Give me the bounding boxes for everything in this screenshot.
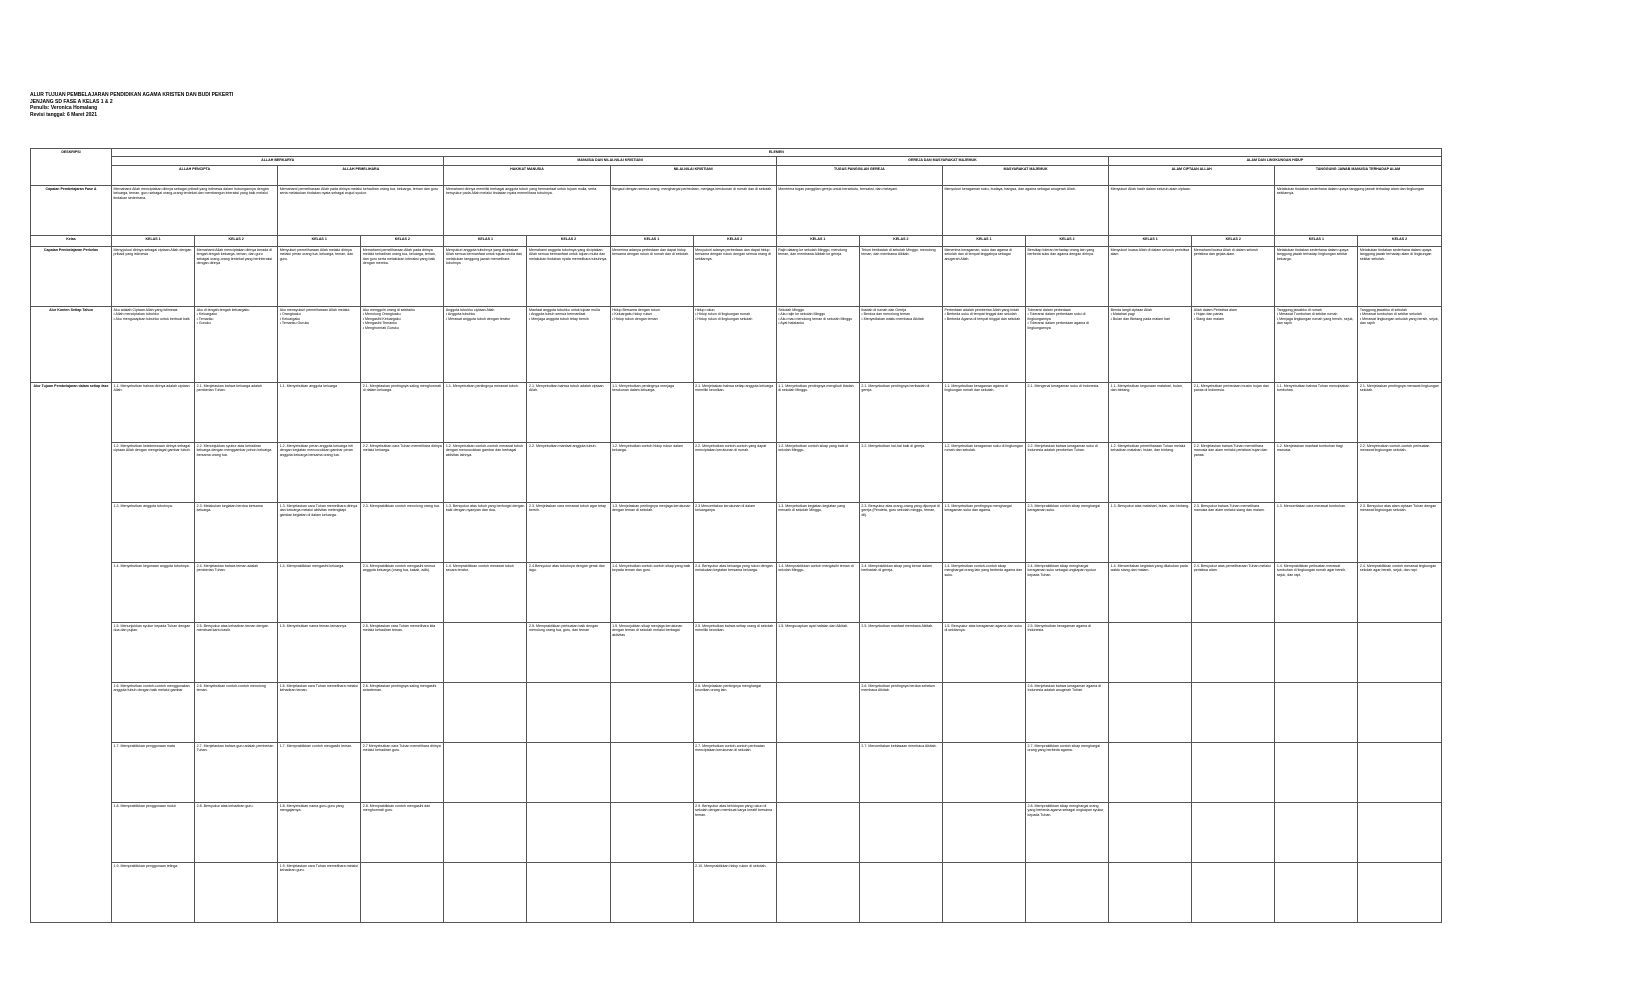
atp-cell: 2.8. Mempraktikkan sikap menghargai orang yang berbeda agama sebagai ungkapan syukur kepada Tuhan. xyxy=(1026,802,1109,862)
capaian-fase-row xyxy=(31,185,1442,235)
atp-cell xyxy=(1026,862,1109,922)
atp-cell: 1.2. Menyebutkan keragaman suku di lingkungan rumah dan sekolah. xyxy=(942,442,1025,502)
capaian-perkelas-cell: Melakukan tindakan sederhana dalam upaya tanggung jawab terhadap alam di lingkungan sekitar sekolah. xyxy=(1358,246,1441,306)
alur-konten-cell: Hidup Bersama dengan rukun • Keluargaku hidup rukun • Hidup rukun dengan teman xyxy=(610,306,693,382)
atp-cell xyxy=(776,742,859,802)
atp-cell: 2.6. Menjelaskan pentingnya menghargai keunikan orang lain. xyxy=(693,682,776,742)
alur-konten-cell: Aku mensyukuri pemeliharaan Allah melalui: • Orangtuaku • Keluargaku • Temanku Guruku xyxy=(278,306,361,382)
atp-row xyxy=(31,802,1442,862)
subelement-header: TANGGUNG JAWAB MANUSIA TERHADAP ALAM xyxy=(1275,165,1441,185)
atp-cell xyxy=(610,682,693,742)
atp-cell: 2.2. Menyebutkan hal-hal baik di gereja. xyxy=(859,442,942,502)
atp-cell: 1.1. Menyebutkan anggota keluarga xyxy=(278,382,361,442)
atp-cell: 2.4. Mempraktikkan contoh merawat lingkungan sekolah agar bersih, sejuk, dan rapi. xyxy=(1358,562,1441,622)
atp-cell: 2.6. Menjelaskan pentingnya saling mengasihi antarteman. xyxy=(361,682,444,742)
atp-cell: 1.7. Mempraktikkan contoh mengasihi teman. xyxy=(278,742,361,802)
atp-cell: 2.7. Menjelaskan bahwa guru adalah pemberian Tuhan. xyxy=(195,742,278,802)
alur-konten-cell: Ibadah di rumah dan Gereja • Berdoa dan menolong teman • Menyediakan waktu membaca Alkitab xyxy=(859,306,942,382)
doc-revision: Revisi tanggal: 6 Maret 2021 xyxy=(30,111,97,118)
atp-cell: 1.3. Menyebutkan pentingnya menghargai keragaman suku dan agama. xyxy=(942,502,1025,562)
kelas-cell: KELAS 2 xyxy=(527,235,610,246)
atp-cell: 1.1. Menyebutkan bahwa dirinya adalah ciptaan Allah. xyxy=(112,382,195,442)
atp-cell: 1.6. Menjelaskan cara Tuhan memelihara melalui kehadiran teman. xyxy=(278,682,361,742)
atp-cell: 1.9. Mempraktikkan penggunaan telinga xyxy=(112,862,195,922)
capaian-perkelas-cell: Menerima adanya perbedaan dan dapat hidup bersama dengan rukun di rumah dan di sekolah. xyxy=(610,246,693,306)
atp-cell xyxy=(1192,862,1275,922)
atp-cell xyxy=(1192,682,1275,742)
atp-cell: 2.10. Mempraktikkan hidup rukun di sekolah. xyxy=(693,862,776,922)
row-label: Kelas xyxy=(31,235,112,246)
alur-konten-cell: Tanggung jawabku di rumah • Merawat Tumbuhan di sekitar rumah • Menjaga lingkungan rumah yang bersih, sejuk, dan rapih xyxy=(1275,306,1358,382)
atp-cell: 2.2. Menyebutkan cara Tuhan memelihara dirinya melalui keluarga. xyxy=(361,442,444,502)
atp-cell xyxy=(444,862,527,922)
capaian-fase-cell: Melakukan tindakan sederhana dalam upaya tanggung jawab terhadap alam dan lingkungan sekitarnya. xyxy=(1275,185,1441,235)
atp-cell: 2.8. Mempraktikkan contoh mengasihi dan menghormati guru. xyxy=(361,802,444,862)
atp-cell: 1.5. Menunjukkan syukur kepada Tuhan dengan doa dan pujian. xyxy=(112,622,195,682)
atp-row xyxy=(31,682,1442,742)
atp-cell: 2.3. Menjelaskan cara merawat tubuh agar tetap bersih. xyxy=(527,502,610,562)
atp-cell: 1.3. Menjelaskan cara Tuhan memelihara dirinya dan keluarga melalui aktivitas melengkapi gambar kegiatan di dalam keluarga. xyxy=(278,502,361,562)
alur-konten-cell: Anggota tubuhku ciptaan Allah • Anggota tubuhku • Merawat anggota tubuh dengan teratur xyxy=(444,306,527,382)
capaian-perkelas-cell: Menyyukuri dirinya sebagai ciptaan Allah dengan pribadi yang istimewa xyxy=(112,246,195,306)
capaian-fase-cell: Menerima tugas panggilan gereja untuk bersekutu, bersaksi, dan melayani. xyxy=(776,185,942,235)
capaian-fase-cell: Bergaul dengan semua orang, menghargai perbedaan, menjaga kerukunan di rumah dan di sekolah. xyxy=(610,185,776,235)
subelement-header: ALLAH PEMELIHARA xyxy=(278,165,444,185)
atp-cell: 1.2. Menyebutkan contoh hidup rukun dalam keluarga. xyxy=(610,442,693,502)
atp-cell: 1.1. Menyebutkan bahwa Tuhan menciptakan tumbuhan. xyxy=(1275,382,1358,442)
atp-cell xyxy=(1275,802,1358,862)
atp-cell: 1.3. Menceritakan cara merawat tumbuhan. xyxy=(1275,502,1358,562)
capaian-perkelas-cell: Menerima keragaman, suku dan agama di sekolah dan di tempat tinggalnya sebagai anugerah Allah. xyxy=(942,246,1025,306)
atp-cell: 1.1. Menyebutkan pentingnya menjaga kerukunan dalam keluarga. xyxy=(610,382,693,442)
kelas-cell: KELAS 1 xyxy=(444,235,527,246)
capaian-perkelas-cell: Rajin datang ke sekolah Minggu, menolong teman, dan membawa Alkitab ke gereja. xyxy=(776,246,859,306)
deskripsi-header: DESKRIPSI xyxy=(31,149,112,186)
kelas-cell: KELAS 1 xyxy=(942,235,1025,246)
atp-cell xyxy=(610,742,693,802)
doc-author: Penulis: Veronica Homalang xyxy=(30,105,98,111)
kelas-cell: KELAS 2 xyxy=(1358,235,1441,246)
atp-cell: 2.1. Menyebutkan perbedaan musim hujan dan panas di Indonesia. xyxy=(1192,382,1275,442)
capaian-fase-cell: Memahami Allah menciptakan dirinya sebagai pribadi yang istimewa dalam hubungannya dengan keluarga, teman, guru sebagai orang-orang terdekat dan membangun interaksi yang baik melalui tindakan sederhana. xyxy=(112,185,278,235)
atp-cell: 1.9. Menjelaskan cara Tuhan memelihara melalui kehadiran guru. xyxy=(278,862,361,922)
atp-cell: 2.5. Menyebutkan keragaman agama di Indonesia. xyxy=(1026,622,1109,682)
element-header: GEREJA DAN MASYARAKAT MAJEMUK xyxy=(776,156,1108,165)
capaian-fase-cell: Memahami pemeliharaan Allah pada dirinya melalui kehadiran orang tua, keluarga, teman dan guru serta melakukan tindakan nyata sebagai wujud syukur. xyxy=(278,185,444,235)
atp-cell: 1.4. Menyebutkan contoh-contoh sikap menghargai orang lain yang berbeda agama dan suku. xyxy=(942,562,1025,622)
alur-konten-cell: Allah dalam Peristiwa alam • Hujan dan panas • Siang dan malam xyxy=(1192,306,1275,382)
capaian-perkelas-cell: Memahami kuasa Allah di dalam seluruh peristiwa dan gejala alam. xyxy=(1192,246,1275,306)
atp-cell: 1.7. Mempraktikkan penggunaan mata xyxy=(112,742,195,802)
atp-cell: 2.1. Menyebutkan pentingnya beribadah di gereja. xyxy=(859,382,942,442)
alur-konten-cell: Manfaat anggota tubuhku untuk tujuan mulia • Anggota tubuh semua bermanfaat • Menjaga anggota tubuh tetap bersih xyxy=(527,306,610,382)
atp-cell xyxy=(1109,862,1192,922)
atp-cell: 1.2. Menyebutkan contoh-contoh merawat tubuh dengan mencocokkan gambar dan berbagai aktivitas lainnya. xyxy=(444,442,527,502)
atp-cell xyxy=(195,862,278,922)
atp-cell xyxy=(942,862,1025,922)
atp-cell: 2.2. Menjelaskan bahwa keragaman suku di Indonesia adalah pemberian Tuhan. xyxy=(1026,442,1109,502)
atp-cell: 2.2. Menyebutkan manfaat anggota tubuh. xyxy=(527,442,610,502)
atp-cell: 2.5. Mempraktikkan perbuatan baik dengan menolong orang tua, guru, dan teman xyxy=(527,622,610,682)
atp-cell xyxy=(942,742,1025,802)
atp-cell xyxy=(1358,742,1441,802)
atp-cell: 2.5. Menjelaskan cara Tuhan memelihara kita melalui kehadiran teman. xyxy=(361,622,444,682)
atp-cell: 2.4.Bersyukur atas tubuhnya dengan gerak dan lagu. xyxy=(527,562,610,622)
capaian-fase-cell: Menyukuri Allah hadir dalam seluruh alam ciptaan. xyxy=(1109,185,1275,235)
kelas-cell: KELAS 1 xyxy=(1109,235,1192,246)
atp-cell: 1.2. Menyebutkan peran anggota keluarga inti dengan kegiatan mencocokkan gambar peran anggota keluarga bersama orang tua. xyxy=(278,442,361,502)
capaian-fase-cell: Memahami dirinya memiliki berbagai anggota tubuh yang bermanfaat untuk tujuan mulia, serta bersyukur pada Allah melalui tindakan nyata memelihara tubuhnya. xyxy=(444,185,610,235)
alur-konten-cell: Aku di tengah-tengah keluargaku • Keluargaku • Temanku • Guruku xyxy=(195,306,278,382)
atp-cell: 1.3. Menyebutkan kegiatan-kegiatan yang menarik di sekolah Minggu. xyxy=(776,502,859,562)
subelement-header: MASYARAKAT MAJEMUK xyxy=(942,165,1108,185)
atp-cell: 1.2. Menjelaskan manfaat tumbuhan bagi manusia xyxy=(1275,442,1358,502)
atp-row xyxy=(31,622,1442,682)
capaian-perkelas-cell: Memahami pemeliharaan Allah pada dirinya melalui kehadiran orang tua, keluarga, teman, dan guru serta melakukan interaksi yang baik dengan mereka. xyxy=(361,246,444,306)
elemen-header: ELEMEN xyxy=(112,149,1442,157)
atp-cell xyxy=(610,862,693,922)
atp-cell: 2.7. Menyebutkan contoh-contoh perbuatan menciptakan kerukunan di sekolah. xyxy=(693,742,776,802)
capaian-perkelas-cell: Menyukuri pemeliharaan Allah melalui dirinya melalui peran orang tua, keluarga, teman, dan guru. xyxy=(278,246,361,306)
kelas-row xyxy=(31,235,1442,246)
atp-cell: 2.5. Menyebutkan bahwa setiap orang di sekolah memiliki keunikan. xyxy=(693,622,776,682)
atp-cell: 2.5. Menyebutkan manfaat membaca Alkitab. xyxy=(859,622,942,682)
atp-cell: 2.3. Mempraktikkan contoh sikap menghargai keragaman suku. xyxy=(1026,502,1109,562)
row-label: Alur Tujuan Pembelajaran dalam setiap fase xyxy=(31,382,112,922)
atp-cell: 2.8. Bersyukur atas kehadiran guru. xyxy=(195,802,278,862)
alur-konten-cell: Aku menggolri orang di sekitarku • Menolong Orangtuaku • Mengasihi Keluargaku • Mengasihi Temanku • Menghormati Guruku xyxy=(361,306,444,382)
alur-konten-row xyxy=(31,306,1442,382)
subelement-row xyxy=(31,165,1442,185)
atp-cell xyxy=(1192,622,1275,682)
capaian-perkelas-cell: Memahami anggota tubuhnya yang diciptakan Allah semua bermanfaat untuk tujuan mulia dan melakukan tindakan nyata memelihara tubuhnya. xyxy=(527,246,610,306)
subelement-header: NILAI-NILAI KRISTIANI xyxy=(610,165,776,185)
atp-cell xyxy=(776,862,859,922)
atp-cell: 2.3. Bersyukur bahwa Tuhan memelihara manusia dan alam melalui siang dan malam. xyxy=(1192,502,1275,562)
alur-konten-cell: Perbedaan adalah pemberian Allah yang indah • Berbeda suku di tempat tinggal dan sekolah • Berbeda Agama di tempat tinggal dan sekolah xyxy=(942,306,1025,382)
capaian-perkelas-cell: Tekun beribadah di sekolah Minggu, menolong teman, dan membawa Alkitab. xyxy=(859,246,942,306)
atp-cell xyxy=(527,742,610,802)
alur-konten-cell: Aku adalah Ciptaan Allah yang istimewa • Allah menciptakan tubuhku • Aku mengucapkan tubuhku untuk berbuat baik xyxy=(112,306,195,382)
elemen-header-row xyxy=(31,149,1442,157)
atp-cell: 2.1. Menjelaskan pentingnya saling menghormati di dalam keluarga. xyxy=(361,382,444,442)
atp-cell: 2.6. Menyebutkan pentingnya berdoa sebelum membaca Alkitab. xyxy=(859,682,942,742)
atp-cell: 1.5. Mengucapkan ayat hafalan dari Alkitab. xyxy=(776,622,859,682)
kelas-cell: KELAS 2 xyxy=(859,235,942,246)
atp-cell: 2.2. Menyebutkan contoh-contoh perbuatan merawat lingkungan sekolah. xyxy=(1358,442,1441,502)
atp-cell: 1.3. Menjelaskan pentingnya menjaga kerukunan dengan teman di sekolah. xyxy=(610,502,693,562)
atp-cell: 1.6. Menyebutkan contoh-contoh menggunakan anggota tubuh dengan baik melalui gambar xyxy=(112,682,195,742)
atp-cell xyxy=(1109,742,1192,802)
capaian-perkelas-cell: Menyukuri adanya perbedaan dan dapat hidup bersama dengan rukun dengan semua orang di sekitarnya. xyxy=(693,246,776,306)
atp-cell xyxy=(776,682,859,742)
atp-cell: 2.3. Bersyukur atas alam ciptaan Tuhan dengan merawat lingkungan sekolah. xyxy=(1358,502,1441,562)
atp-cell xyxy=(859,802,942,862)
atp-cell: 1.1. Menyebutkan kegunaan matahari, bulan, dan bintang. xyxy=(1109,382,1192,442)
atp-cell: 1.4. Menyebutkan contoh-contoh sikap yang baik kepada teman dan guru. xyxy=(610,562,693,622)
capaian-fase-cell: Menyukuri keragaman suku, budaya, bangsa, dan agama sebagai anugerah Allah. xyxy=(942,185,1108,235)
kelas-cell: KELAS 2 xyxy=(1192,235,1275,246)
alur-konten-cell: Benda langit ciptaan Allah • Matahari pagi • Bulan dan Bintang pada malam hari xyxy=(1109,306,1192,382)
subelement-header: ALAM CIPTAAN ALLAH xyxy=(1109,165,1275,185)
atp-cell xyxy=(361,862,444,922)
alur-konten-cell: Tanggung jawabku di sekolah • Merawat tumbuhan di sekitar sekolah • Merawat lingkungan sekolah yang bersih, sejuk, dan rapih xyxy=(1358,306,1441,382)
capaian-perkelas-cell: Menyukuri kuasa Allah di dalam seluruh peristiwa alam. xyxy=(1109,246,1192,306)
atp-cell: 1.8. Menyebutkan nama guru-guru yang mengajarnya. xyxy=(278,802,361,862)
atp-cell: 2.7. Mempraktikkan contoh sikap menghargai orang yang berbeda agama. xyxy=(1026,742,1109,802)
kelas-cell: KELAS 2 xyxy=(195,235,278,246)
atp-cell xyxy=(527,802,610,862)
atp-cell xyxy=(1192,802,1275,862)
atp-cell: 2.1. Menjelaskan bahwa keluarga adalah pemberian Tuhan. xyxy=(195,382,278,442)
atp-cell: 2.4. Mempraktikkan sikap menghargai keragaman suku sebagai ungkapan syukur kepada Tuhan. xyxy=(1026,562,1109,622)
atp-cell xyxy=(1275,682,1358,742)
atp-row xyxy=(31,862,1442,922)
atp-cell xyxy=(444,622,527,682)
atp-cell: 2.2. Menunjukkan syukur atas kehadiran keluarga dengan menggambar pohon keluarga bersama orang tua. xyxy=(195,442,278,502)
atp-cell: 2.4. Bersyukur atas pemeliharaan Tuhan melalui peristiwa alam. xyxy=(1192,562,1275,622)
atp-row xyxy=(31,502,1442,562)
atp-cell xyxy=(444,742,527,802)
atp-cell xyxy=(1109,622,1192,682)
atp-cell: 1.3. Bersyukur atas matahari, bulan, dan bintang. xyxy=(1109,502,1192,562)
alur-konten-cell: Toleransi dalam perbedaan • Toleransi dalam perbedaan suku di lingkungannya • Toleransi dalam perbedaan agama di lingkungannya xyxy=(1026,306,1109,382)
atp-cell: 2.6. Menjelaskan bahwa keragaman agama di Indonesia adalah anugerah Tuhan. xyxy=(1026,682,1109,742)
kelas-cell: KELAS 1 xyxy=(278,235,361,246)
capaian-perkelas-cell: Bersikap toleran terhadap orang lain yang berbeda suku dan agama dengan dirinya. xyxy=(1026,246,1109,306)
atp-cell: 2.3. Bersyukur atas orang-orang yang dijumpai di gereja (Pendeta, guru sekolah minggu, teman, dll). xyxy=(859,502,942,562)
element-header: ALAM DAN LINGKUNGAN HIDUP xyxy=(1109,156,1442,165)
atp-cell xyxy=(942,682,1025,742)
subelement-header: TUGAS PANGGILAN GEREJA xyxy=(776,165,942,185)
atp-cell: 1.1. Menyebutkan keragaman agama di lingkungan rumah dan sekolah. xyxy=(942,382,1025,442)
learning-objectives-table xyxy=(30,148,1442,923)
atp-cell: 2.1. Mengenal keragaman suku di Indonesia. xyxy=(1026,382,1109,442)
atp-cell xyxy=(444,682,527,742)
atp-cell xyxy=(859,862,942,922)
atp-cell xyxy=(1358,622,1441,682)
atp-cell: 1.3. Menyebutkan anggota tubuhnya. xyxy=(112,502,195,562)
atp-cell: 2.5. Bersyukur atas kehadiran teman dengan membuat kartu kasih. xyxy=(195,622,278,682)
row-label: Capaian Pembelajaran Perkelas xyxy=(31,246,112,306)
atp-cell xyxy=(942,802,1025,862)
atp-cell: 2.7. Menceritakan kebiasaan membaca Alkitab. xyxy=(859,742,942,802)
atp-cell xyxy=(610,802,693,862)
atp-row xyxy=(31,442,1442,502)
atp-cell xyxy=(1358,682,1441,742)
capaian-perkelas-cell: Melakukan tindakan sederhana dalam upaya tanggung jawab terhadap lingkungan sekitar keluarga. xyxy=(1275,246,1358,306)
atp-cell: 1.2. Menyebutkan pemeliharaan Tuhan melalui kehadiran matahari, bulan, dan bintang. xyxy=(1109,442,1192,502)
row-label: Capaian Pembelajaran Fase A xyxy=(31,185,112,235)
atp-cell: 1.4. Mempraktikkan contoh merawat tubuh secara teratur. xyxy=(444,562,527,622)
kelas-cell: KELAS 1 xyxy=(776,235,859,246)
atp-cell xyxy=(527,682,610,742)
alur-konten-cell: Hidup rukun • Hidup rukun di lingkungan rumah • Hidup rukun di lingkungan sekolah xyxy=(693,306,776,382)
atp-cell: 2.4. Bersyukur atas keluarga yang rukun dengan melakukan kegiatan bersama keluarga. xyxy=(693,562,776,622)
atp-cell: 1.1. Menyebutkan pentingnya mengikuti ibadah di sekolah Minggu. xyxy=(776,382,859,442)
atp-cell: 2.3 Menceritakan kerukunan di dalam keluarganya xyxy=(693,502,776,562)
kelas-cell: KELAS 1 xyxy=(610,235,693,246)
atp-cell xyxy=(1275,622,1358,682)
atp-cell xyxy=(776,802,859,862)
atp-cell xyxy=(1109,802,1192,862)
atp-cell: 1.8. Mempraktikkan penggunaan mulut xyxy=(112,802,195,862)
atp-cell: 1.4. Mempraktikkan mengasihi keluarga. xyxy=(278,562,361,622)
element-header: MANUSIA DAN NILAI-NILAI KRISTIANI xyxy=(444,156,776,165)
atp-cell: 2.1. Menjelaskan bahwa setiap anggota keluarga memiliki keunikan. xyxy=(693,382,776,442)
atp-cell: 2.9. Bersyukur atas kehidupan yang rukun di sekolah dengan membuat karya kreatif bersama teman. xyxy=(693,802,776,862)
atp-cell xyxy=(1358,862,1441,922)
atp-cell: 2.1. Menjelaskan pentingnya merawat lingkungan sekolah. xyxy=(1358,382,1441,442)
atp-cell xyxy=(527,862,610,922)
atp-cell: 2.7 Menyebutkan cara Tuhan memelihara dirinya melalui kehadiran guru. xyxy=(361,742,444,802)
subelement-header: HAKIKAT MANUSIA xyxy=(444,165,610,185)
capaian-perkelas-cell: Memahami Allah menciptakan dirinya berada di tengah-tengah keluarga, teman, dan guru sebagai orang-orang terdekat yang berinteraksi dengan dirinya xyxy=(195,246,278,306)
atp-cell: 1.4. Mempraktikkan perbuatan merawat tumbuhan di lingkungan rumah agar bersih, sejuk, dan rapi. xyxy=(1275,562,1358,622)
atp-cell: 1.3. Bersyukur atas tubuh yang berfungsi dengan baik dengan nyanyian dan doa. xyxy=(444,502,527,562)
atp-cell: 1.2. Menyebutkan contoh sikap yang baik di sekolah Minggu. xyxy=(776,442,859,502)
atp-cell: 1.5. Bersyukur atas keragaman agama dan suku di sekitarnya. xyxy=(942,622,1025,682)
atp-row xyxy=(31,562,1442,622)
element-header: ALLAH BERKARYA xyxy=(112,156,444,165)
atp-cell: 2.3. Melakukan kegiatan berdoa bersama keluarga. xyxy=(195,502,278,562)
atp-cell: 1.5. Menunjukkan sikap menjaga kerukunan dengan teman di sekolah melalui berbagai aktivitas xyxy=(610,622,693,682)
atp-cell: 1.4. Menyebutkan kegunaan anggota tubuhnya. xyxy=(112,562,195,622)
atp-cell xyxy=(1192,742,1275,802)
atp-cell: 2.2. Menjelaskan bahwa Tuhan memelihara manusia dan alam melalui peristiwa hujan dan panas. xyxy=(1192,442,1275,502)
subelement-header: ALLAH PENCIPTA xyxy=(112,165,278,185)
atp-cell: 2.3. Mempraktikkan contoh menolong orang tua. xyxy=(361,502,444,562)
kelas-cell: KELAS 2 xyxy=(693,235,776,246)
atp-cell xyxy=(1275,742,1358,802)
element-row xyxy=(31,156,1442,165)
atp-section xyxy=(31,382,1442,922)
kelas-cell: KELAS 1 xyxy=(1275,235,1358,246)
alur-konten-cell: Sekolah Minggu • Aku rajin ke sekolah Minggu • Aku mau menolong teman di sekolah Minggu • Ayat hafalanku xyxy=(776,306,859,382)
doc-level: JENJANG SD FASE A KELAS 1 & 2 xyxy=(30,98,113,105)
kelas-cell: KELAS 1 xyxy=(112,235,195,246)
atp-cell: 1.5. Menyebutkan nama teman-temannya. xyxy=(278,622,361,682)
doc-title: ALUR TUJUAN PEMBELAJARAN PENDIDIKAN AGAMA KRISTEN DAN BUDI PEKERTI xyxy=(30,92,234,98)
atp-cell xyxy=(1109,682,1192,742)
atp-cell xyxy=(444,802,527,862)
atp-cell xyxy=(1358,802,1441,862)
atp-cell xyxy=(1275,862,1358,922)
atp-row xyxy=(31,382,1442,442)
atp-cell: 2.2. Menyebutkan contoh-contoh yang dapat menciptakan kerukunan di rumah. xyxy=(693,442,776,502)
atp-cell: 1.4. Mempraktikkan contoh mengasihi teman di sekolah Minggu. xyxy=(776,562,859,622)
atp-cell: 1.2. Menyebutkan keistimewaan dirinya sebagai ciptaan Allah dengan mengelagai gambar tubuh. xyxy=(112,442,195,502)
atp-cell: 2.1. Menyebutkan bahwa tubuh adalah ciptaan Allah. xyxy=(527,382,610,442)
document-header xyxy=(30,92,233,118)
atp-cell: 2.4. Menjelaskan bahwa teman adalah pemberian Tuhan. xyxy=(195,562,278,622)
capaian-perkelas-row xyxy=(31,246,1442,306)
kelas-cell: KELAS 2 xyxy=(361,235,444,246)
capaian-perkelas-cell: Menyukuri anggota tubuhnya yang diciptakan Allah semua bermanfaat untuk tujuan mulia dan melakukan tanggung jawab memelihara tubuhnya xyxy=(444,246,527,306)
atp-cell: 2.6. Menyebutkan contoh-contoh menolong teman. xyxy=(195,682,278,742)
kelas-cell: KELAS 2 xyxy=(1026,235,1109,246)
atp-cell: 1.4. Menceritakan kegiatan yang dilakukan pada waktu siang dan malam. xyxy=(1109,562,1192,622)
atp-row xyxy=(31,742,1442,802)
atp-cell: 2.4. Mempraktikkan sikap yang benar dalam beribadah di gereja. xyxy=(859,562,942,622)
atp-cell: 2.4. Mempraktikkan contoh mengasihi semua anggota keluarga (orang tua, kakak, adik). xyxy=(361,562,444,622)
atp-cell: 1.1. Menyebutkan pentingnya merawat tubuh. xyxy=(444,382,527,442)
row-label: Alur Konten Setiap Tahun xyxy=(31,306,112,382)
